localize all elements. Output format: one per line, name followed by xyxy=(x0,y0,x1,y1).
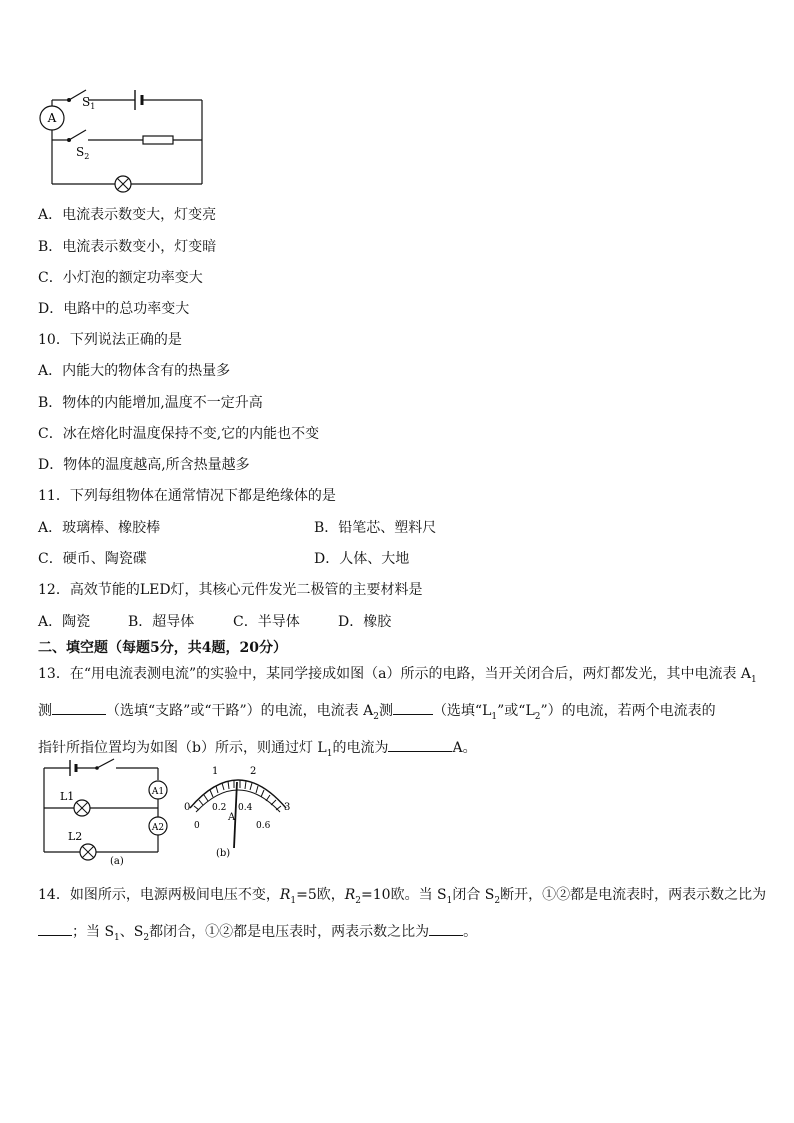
q14-blank-2[interactable] xyxy=(429,921,463,936)
section-title: 二、填空题（每题5分，共4题，20分） xyxy=(38,640,287,656)
q13-blank-3[interactable] xyxy=(388,737,452,752)
q13-figure-b-meter xyxy=(180,760,296,860)
q11-option-c: C．硬币、陶瓷碟 xyxy=(38,551,147,567)
fig-a-caption: (a) xyxy=(110,856,124,867)
q11-stem: 11．下列每组物体在通常情况下都是绝缘体的是 xyxy=(38,488,336,504)
tick-small-2: 0.4 xyxy=(238,803,253,813)
q13-text: 13．在“用电流表测电流”的实验中，某同学接成如图（a）所示的电路，当开关闭合后，两灯都发光，其中电流表 $A_1$ 测 （选填“支路”或“干路”）的电流，电流表 $A_2$测 （选填“$L_1$”或“$L_2$”）的电流，若两个电流表的 指针所指位置均为如图（b）所示，则通过灯 $L_1$的电流为 A。 xyxy=(38,666,757,759)
q12-option-b: B．超导体 xyxy=(128,614,195,630)
lamp-l2-label: L2 xyxy=(68,830,83,843)
q14-blank-1[interactable] xyxy=(38,921,72,936)
q9-option-b: B．电流表示数变小，灯变暗 xyxy=(38,239,217,255)
q14-text: 14．如图所示，电源两极间电压不变，$R_1=5$欧，$R_2=10$欧。当 $S_1$闭合 $S_2$断开，①②都是电流表时，两表示数之比为 ；当 $S_1$、$S_2$都闭合，①②都是电压表时，两表示数之比为 。 xyxy=(38,887,767,943)
svg-text:A2: A2 xyxy=(151,823,165,833)
q12-option-c: C．半导体 xyxy=(233,614,300,630)
q13-blank-2[interactable] xyxy=(393,700,433,715)
q9-option-d: D．电路中的总功率变大 xyxy=(38,301,190,317)
q12-stem: 12．高效节能的LED灯，其核心元件发光二极管的主要材料是 xyxy=(38,582,423,598)
q10-option-d: D．物体的温度越高,所含热量越多 xyxy=(38,457,250,473)
switch-s2-label: $S_2$ xyxy=(76,145,90,161)
tick-big-2: 2 xyxy=(250,766,257,777)
q11-option-b: B．铅笔芯、塑料尺 xyxy=(314,520,437,536)
switch-s1-label: $S_1$ xyxy=(82,95,96,111)
svg-text:A1: A1 xyxy=(151,787,165,797)
tick-big-1: 1 xyxy=(212,766,219,777)
q11-option-a: A．玻璃棒、橡胶棒 xyxy=(38,520,161,536)
q12-option-a: A．陶瓷 xyxy=(38,614,91,630)
tick-small-1: 0.2 xyxy=(212,803,227,813)
q10-option-c: C．冰在熔化时温度保持不变,它的内能也不变 xyxy=(38,426,320,442)
ammeter-label: A xyxy=(47,111,57,125)
q12-option-d: D．橡胶 xyxy=(338,614,392,630)
q10-stem: 10．下列说法正确的是 xyxy=(38,332,182,348)
q9-circuit-figure xyxy=(38,84,208,192)
lamp-l1-label: L1 xyxy=(60,790,75,803)
resistor-icon xyxy=(143,136,173,144)
fig-b-caption: (b) xyxy=(216,848,231,859)
meter-unit: A xyxy=(228,812,236,823)
q13-blank-1[interactable] xyxy=(52,700,106,715)
q10-option-a: A．内能大的物体含有的热量多 xyxy=(38,363,231,379)
tick-big-0: 0 xyxy=(184,802,191,813)
q10-option-b: B．物体的内能增加,温度不一定升高 xyxy=(38,395,263,411)
tick-small-0: 0 xyxy=(194,821,200,831)
q13-figure-a xyxy=(38,756,172,867)
q11-option-d: D．人体、大地 xyxy=(314,551,410,567)
q9-option-c: C．小灯泡的额定功率变大 xyxy=(38,270,203,286)
q9-option-a: A．电流表示数变大，灯变亮 xyxy=(38,207,217,223)
tick-small-3: 0.6 xyxy=(256,821,271,831)
tick-big-3: 3 xyxy=(284,802,291,813)
